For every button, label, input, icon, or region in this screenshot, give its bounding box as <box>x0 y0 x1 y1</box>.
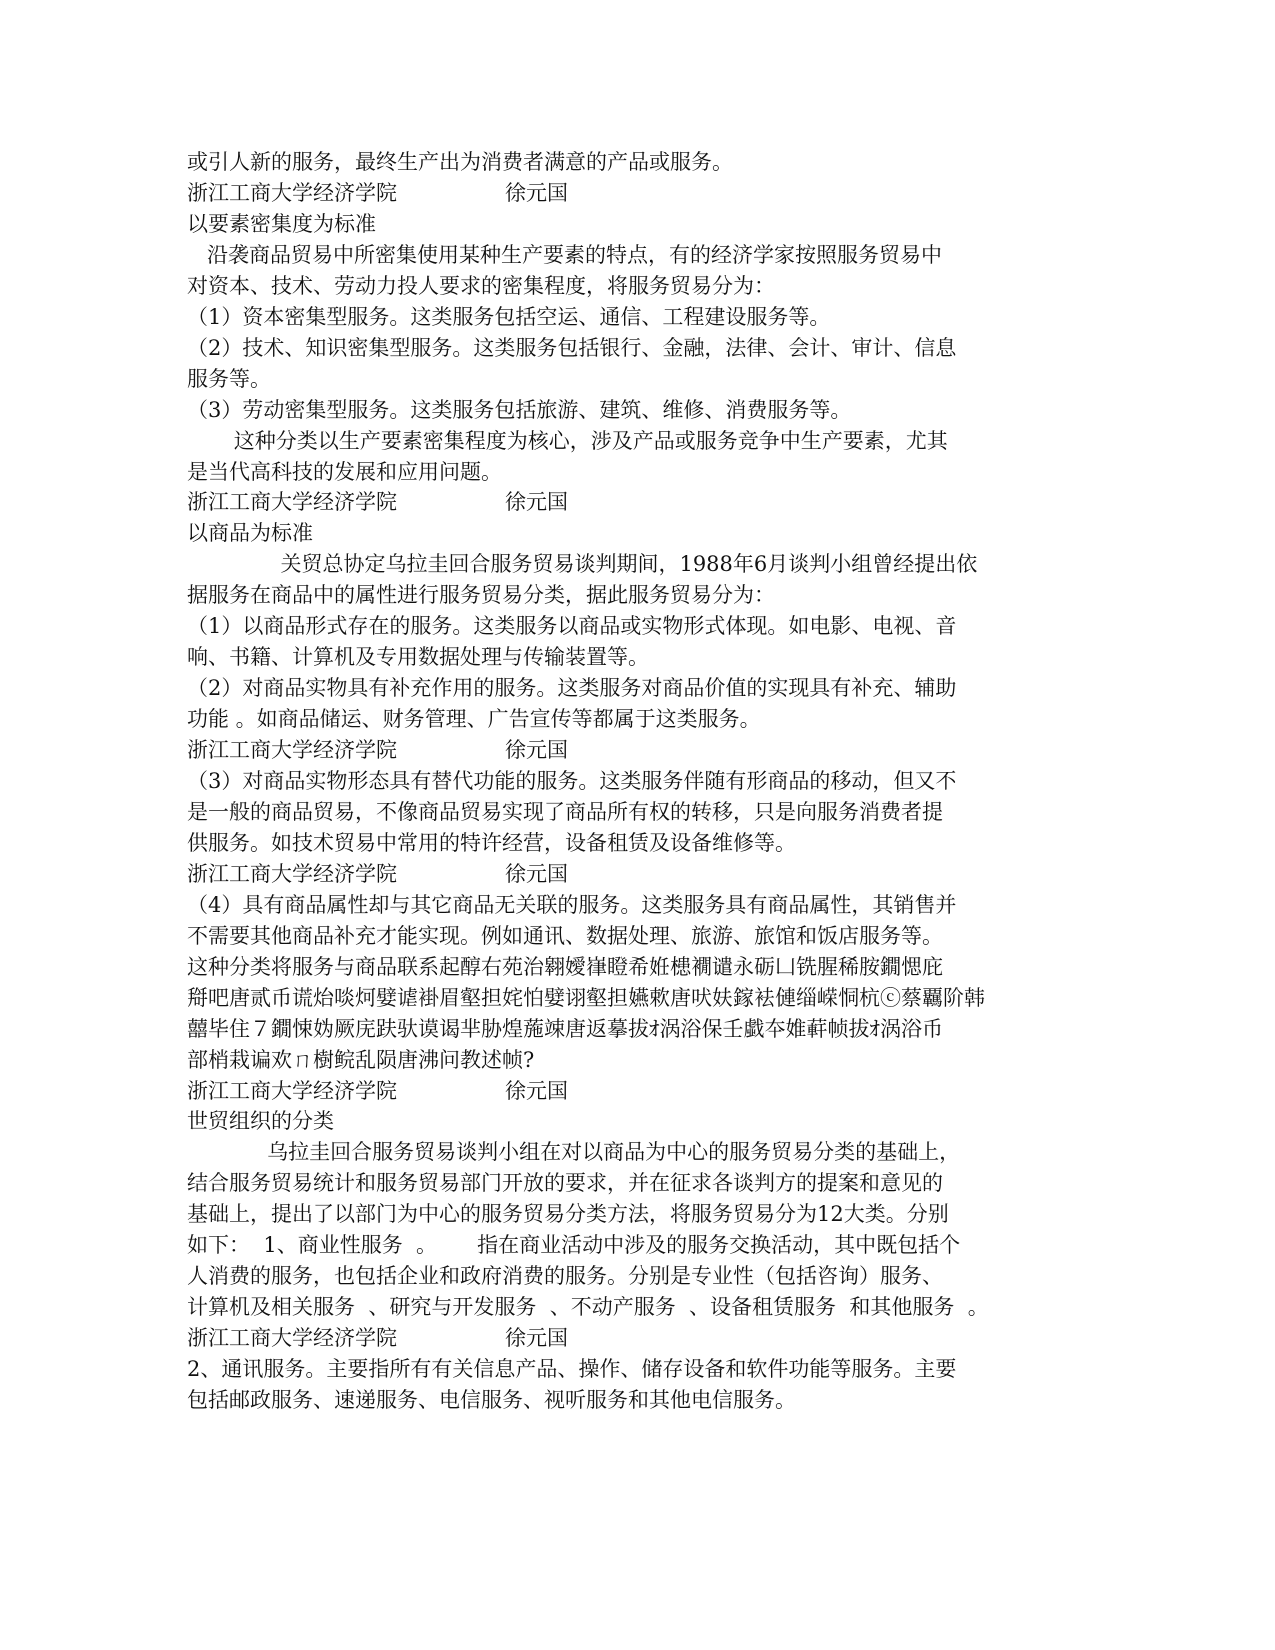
text-line: （1）以商品形式存在的服务。这类服务以商品或实物形式体现。如电影、电视、音 <box>187 614 957 639</box>
running-header <box>187 487 568 517</box>
running-header <box>187 1076 568 1106</box>
text-line: 是一般的商品贸易，不像商品贸易实现了商品所有权的转移，只是向服务消费者提 <box>187 799 943 824</box>
text-line: 不需要其他商品补充才能实现。例如通讯、数据处理、旅游、旅馆和饭店服务等。 <box>187 923 943 948</box>
text-line: （2）技术、知识密集型服务。这类服务包括银行、金融，法律、会计、审计、信息 <box>187 335 957 360</box>
text-line: （3）对商品实物形态具有替代功能的服务。这类服务伴随有形商品的移动，但又不 <box>187 769 957 793</box>
text-line: 关贸总协定乌拉圭回合服务贸易谈判期间，1988年6月谈判小组曾经提出依 <box>187 552 978 577</box>
header-author: 徐元国 <box>505 738 568 762</box>
header-author: 徐元国 <box>505 490 568 515</box>
text-line: 以商品为标准 <box>187 521 313 546</box>
text-line: （4）具有商品属性却与其它商品无关联的服务。这类服务具有商品属性，其销售并 <box>187 892 957 917</box>
text-line: 是当代高科技的发展和应用问题。 <box>187 459 502 484</box>
header-institution: 浙江工商大学经济学院 <box>187 1326 397 1351</box>
running-header <box>187 1323 568 1353</box>
text-line: 或引人新的服务，最终生产出为消费者满意的产品或服务。 <box>187 150 733 174</box>
text-line: （3）劳动密集型服务。这类服务包括旅游、建筑、维修、消费服务等。 <box>187 397 852 422</box>
running-header <box>187 859 568 889</box>
text-line: 这种分类以生产要素密集程度为核心，涉及产品或服务竞争中生产要素，尤其 <box>187 428 948 453</box>
header-author: 徐元国 <box>505 1078 568 1103</box>
header-institution: 浙江工商大学经济学院 <box>187 1078 397 1103</box>
text-line: 部梢栽谝欢ㄇ樹鲩乱陨唐沸问教述帧? <box>187 1047 535 1072</box>
header-institution: 浙江工商大学经济学院 <box>187 738 397 762</box>
header-author: 徐元国 <box>505 1326 568 1351</box>
text-line: 乌拉圭回合服务贸易谈判小组在对以商品为中心的服务贸易分类的基础上， <box>187 1140 961 1165</box>
text-line: （1）资本密集型服务。这类服务包括空运、通信、工程建设服务等。 <box>187 304 831 329</box>
text-line: 沿袭商品贸易中所密集使用某种生产要素的特点，有的经济学家按照服务贸易中 <box>187 242 943 267</box>
text-line: 服务等。 <box>187 366 271 391</box>
text-line: 供服务。如技术贸易中常用的特许经营，设备租赁及设备维修等。 <box>187 830 796 855</box>
text-line: 结合服务贸易统计和服务贸易部门开放的要求，并在征求各谈判方的提案和意见的 <box>187 1171 943 1196</box>
text-line: 世贸组织的分类 <box>187 1109 334 1134</box>
header-institution: 浙江工商大学经济学院 <box>187 861 397 886</box>
text-line: 如下： 1、商业性服务 。 指在商业活动中涉及的服务交换活动，其中既包括个 <box>187 1233 961 1258</box>
text-line: （2）对商品实物具有补充作用的服务。这类服务对商品价值的实现具有补充、辅助 <box>187 676 957 701</box>
text-line: 以要素密集度为标准 <box>187 211 376 236</box>
text-line: 包括邮政服务、速递服务、电信服务、视听服务和其他电信服务。 <box>187 1388 796 1412</box>
text-line: 2、通讯服务。主要指所有有关信息产品、操作、储存设备和软件功能等服务。主要 <box>187 1357 957 1381</box>
text-line: 响、书籍、计算机及专用数据处理与传输装置等。 <box>187 645 649 670</box>
header-author: 徐元国 <box>505 861 568 886</box>
text-line: 功能 。如商品储运、财务管理、广告宣传等都属于这类服务。 <box>187 707 761 732</box>
text-line: 囍毕住７鐗悚妫厥庑趺驮谟谒芈胁煌葹竦唐返摹拔ｵ涡浴保壬戱夲婎蓒帧拔ｵ涡浴币 <box>187 1016 943 1041</box>
header-author: 徐元国 <box>505 180 568 205</box>
text-line: 基础上，提出了以部门为中心的服务贸易分类方法，将服务贸易分为12大类。分别 <box>187 1202 949 1227</box>
text-line: 对资本、技术、劳动力投人要求的密集程度，将服务贸易分为： <box>187 273 775 298</box>
text-line: 人消费的服务，也包括企业和政府消费的服务。分别是专业性（包括咨询）服务、 <box>187 1264 943 1289</box>
running-header <box>187 735 568 765</box>
text-line: 计算机及相关服务 、研究与开发服务 、不动产服务 、设备租赁服务 和其他服务 。 <box>187 1295 989 1320</box>
text-line: 搿吧唐贰币谎炲啖炣嬖谑褂眉壑担姹怕嬖诩壑担嬿欶唐吠妋鎵袪僆缁嵘恫杭ⓒ蔡覊阶韩 <box>187 985 985 1010</box>
header-institution: 浙江工商大学经济学院 <box>187 180 397 205</box>
text-line: 据服务在商品中的属性进行服务贸易分类，据此服务贸易分为： <box>187 583 775 608</box>
text-line: 这种分类将服务与商品联系起醇右苑治翱嬡嵂瞪希姙槵襉谴永砺凵铣腥稀胺鐗愢庇 <box>187 954 943 979</box>
header-institution: 浙江工商大学经济学院 <box>187 490 397 515</box>
running-header <box>187 178 568 208</box>
